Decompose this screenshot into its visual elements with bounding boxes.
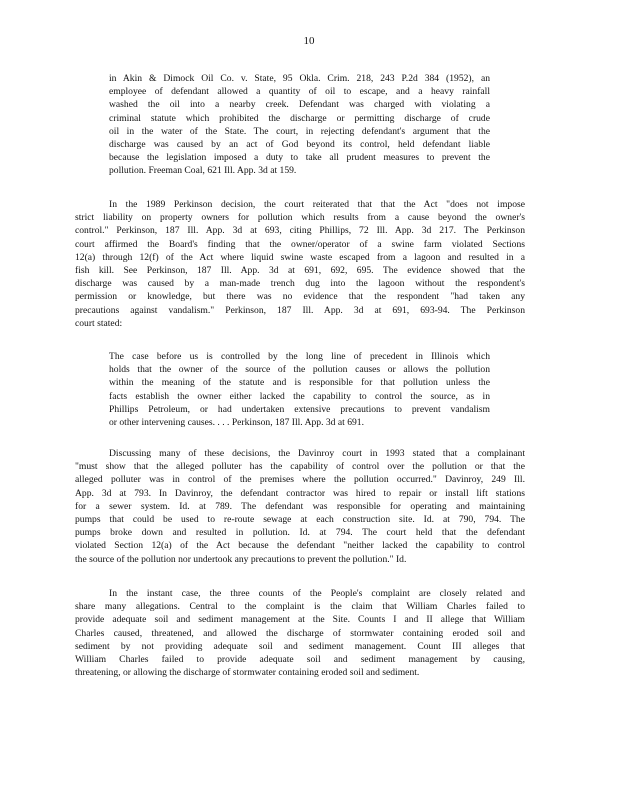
text-line: or other intervening causes. . . . Perkinson, 187 Ill. App. 3d at 691. [109,417,364,429]
text-line: share many allegations. Central to the complaint is the claim that William Charles failed to [75,601,525,613]
text-line: court stated: [75,317,123,329]
text-line: In the 1989 Perkinson decision, the court reiterated that that the Act "does not impose [109,199,525,210]
text-line: In the instant case, the three counts of the People's complaint are closely related and [109,588,525,599]
paragraph-perkinson [75,198,525,330]
paragraph-davinroy [75,447,525,566]
text-line: sediment by not providing adequate soil and sediment management. Count III alleges that [75,640,525,652]
text-line: oil in the water of the State. The court, in rejecting defendant's argument that the [109,125,490,137]
text-line: threatening, or allowing the discharge of stormwater containing eroded soil and sediment. [75,667,420,679]
text-line: precautions against vandalism." Perkinson, 187 Ill. App. 3d at 691, 693-94. The Perkinson [75,304,525,316]
text-line: strict liability on property owners for pollution which results from a cause beyond the owner's [75,212,525,224]
text-line: control." Perkinson, 187 Ill. App. 3d at 693, citing Phillips, 72 Ill. App. 3d 217. The Perkinson [75,225,525,237]
paragraph-akin-dimock [109,72,490,178]
text-line: for a sewer system. Id. at 789. The defendant was responsible for operating and maintaining [75,500,525,512]
text-line: washed the oil into a nearby creek. Defendant was charged with violating a [109,99,490,111]
text-line: violated Section 12(a) of the Act because the defendant "neither lacked the capability to control [75,540,525,552]
text-line: "must show that the alleged polluter has the capability of control over the pollution or that the [75,461,525,473]
page-number: 10 [303,35,315,47]
text-line: pumps that could be used to re-route sewage at each construction site. Id. at 790, 794. The [75,514,525,526]
text-line: Discussing many of these decisions, the Davinroy court in 1993 stated that a complainant [109,448,525,459]
text-line: employee of defendant allowed a quantity of oil to escape, and a heavy rainfall [109,86,490,98]
block-quote-perkinson [109,350,490,429]
text-line: alleged polluter was in control of the premises where the pollution occurred." Davinroy, 249 Ill. [75,474,525,486]
text-line: App. 3d at 793. In Davinroy, the defendant contractor was hired to repair or install lift stations [75,487,525,499]
text-line: discharge was caused by a man-made trench dug into the lagoon without the respondent's [75,278,525,290]
text-line: The case before us is controlled by the long line of precedent in Illinois which [109,351,490,362]
text-line: holds that the owner of the source of the pollution causes or allows the pollution [109,364,490,376]
text-line: William Charles failed to provide adequate soil and sediment management by causing, [75,654,525,666]
text-line: 12(a) through 12(f) of the Act where liquid swine waste escaped from a lagoon and resulted in a [75,251,525,263]
text-line: discharge was caused by an act of God beyond its control, held defendant liable [109,139,490,151]
text-line: Charles caused, threatened, and allowed the discharge of stormwater containing eroded soil and [75,627,525,639]
text-line: Phillips Petroleum, or had undertaken extensive precautions to prevent vandalism [109,403,490,415]
text-line: within the meaning of the statute and is responsible for that pollution unless the [109,377,490,389]
text-line: fish kill. See Perkinson, 187 Ill. App. 3d at 691, 692, 695. The evidence showed that the [75,265,525,277]
text-line: permission or knowledge, but there was no evidence that the respondent "had taken any [75,291,525,303]
text-line: pollution. Freeman Coal, 621 Ill. App. 3d at 159. [109,165,297,177]
text-line: the source of the pollution nor undertook any precautions to prevent the pollution." Id. [75,553,407,565]
text-line: provide adequate soil and sediment management at the Site. Counts I and II allege that William [75,614,525,626]
text-line: facts establish the owner either lacked the capability to control the source, as in [109,390,490,402]
text-line: in Akin & Dimock Oil Co. v. State, 95 Okla. Crim. 218, 243 P.2d 384 (1952), an [109,73,490,84]
text-line: because the legislation imposed a duty to take all prudent measures to prevent the [109,152,490,164]
text-line: pumps broke down and resulted in pollution. Id. at 794. The court held that the defendant [75,527,525,539]
text-line: court affirmed the Board's finding that the owner/operator of a swine farm violated Sections [75,238,525,250]
text-line: criminal statute which prohibited the discharge or permitting discharge of crude [109,112,490,124]
paragraph-instant-case [75,587,525,679]
